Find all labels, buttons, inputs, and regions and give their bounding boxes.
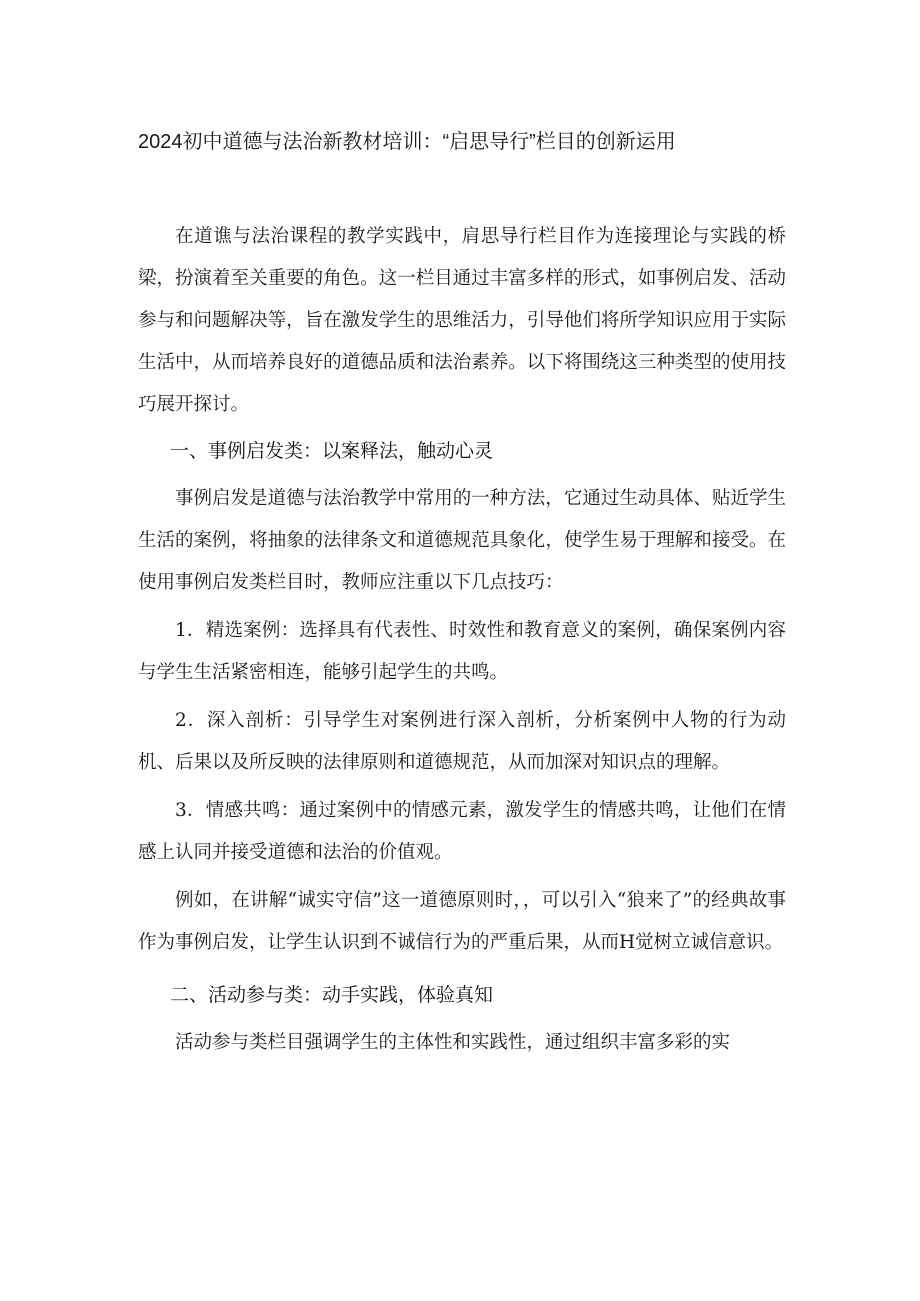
intro-paragraph: 在道谯与法治课程的教学实践中，肩思导行栏目作为连接理论与实践的桥梁，扮演着至关重要的角色。这一栏目通过丰富多样的形式，如事例启发、活动参与和问题解决等，旨在激发学生的思维活力，引导他们将所学知识应用于实际生活中，从而培养良好的道德品质和法治素养。以下将围绕这三种类型的使用技巧展开探讨。 <box>138 226 786 415</box>
document-body <box>138 216 786 1064</box>
section-2-paragraph: 活动参与类栏目强调学生的主体性和实践性，通过组织丰富多彩的实 <box>175 1032 731 1053</box>
section-heading-2: 二、活动参与类：动手实践，体验真知 <box>170 985 494 1006</box>
example-paragraph: 例如，在讲解“诚实守信”这一道德原则时，，可以引入“狼来了”的经典故事作为事例启发，让学生认识到不诚信行为的严重后果，从而H觉树立诚信意识。 <box>138 890 786 953</box>
section-heading-1: 一、事例启发类：以案释法，触动心灵 <box>170 441 494 462</box>
section-1-paragraph: 事例启发是道德与法治教学中常用的一种方法，它通过生动具体、贴近学生生活的案例，将抽象的法律条文和道德规范具象化，使学生易于理解和接受。在使用事例启发类栏目时，教师应注重以下几点技巧： <box>138 488 786 593</box>
list-item-3: 3．情感共鸣：通过案例中的情感元素，激发学生的情感共鸣，让他们在情感上认同并接受道德和法治的价值观。 <box>138 800 786 863</box>
list-item-1: 1．精选案例：选择具有代表性、时效性和教育意义的案例，确保案例内容与学生生活紧密相连，能够引起学生的共鸣。 <box>138 620 786 683</box>
document-title: 2024初中道德与法治新教材培训：“启思导行”栏目的创新运用 <box>138 131 676 153</box>
list-item-2: 2．深入剖析：引导学生对案例进行深入剖析，分析案例中人物的行为动机、后果以及所反映的法律原则和道德规范，从而加深对知识点的理解。 <box>138 710 786 773</box>
